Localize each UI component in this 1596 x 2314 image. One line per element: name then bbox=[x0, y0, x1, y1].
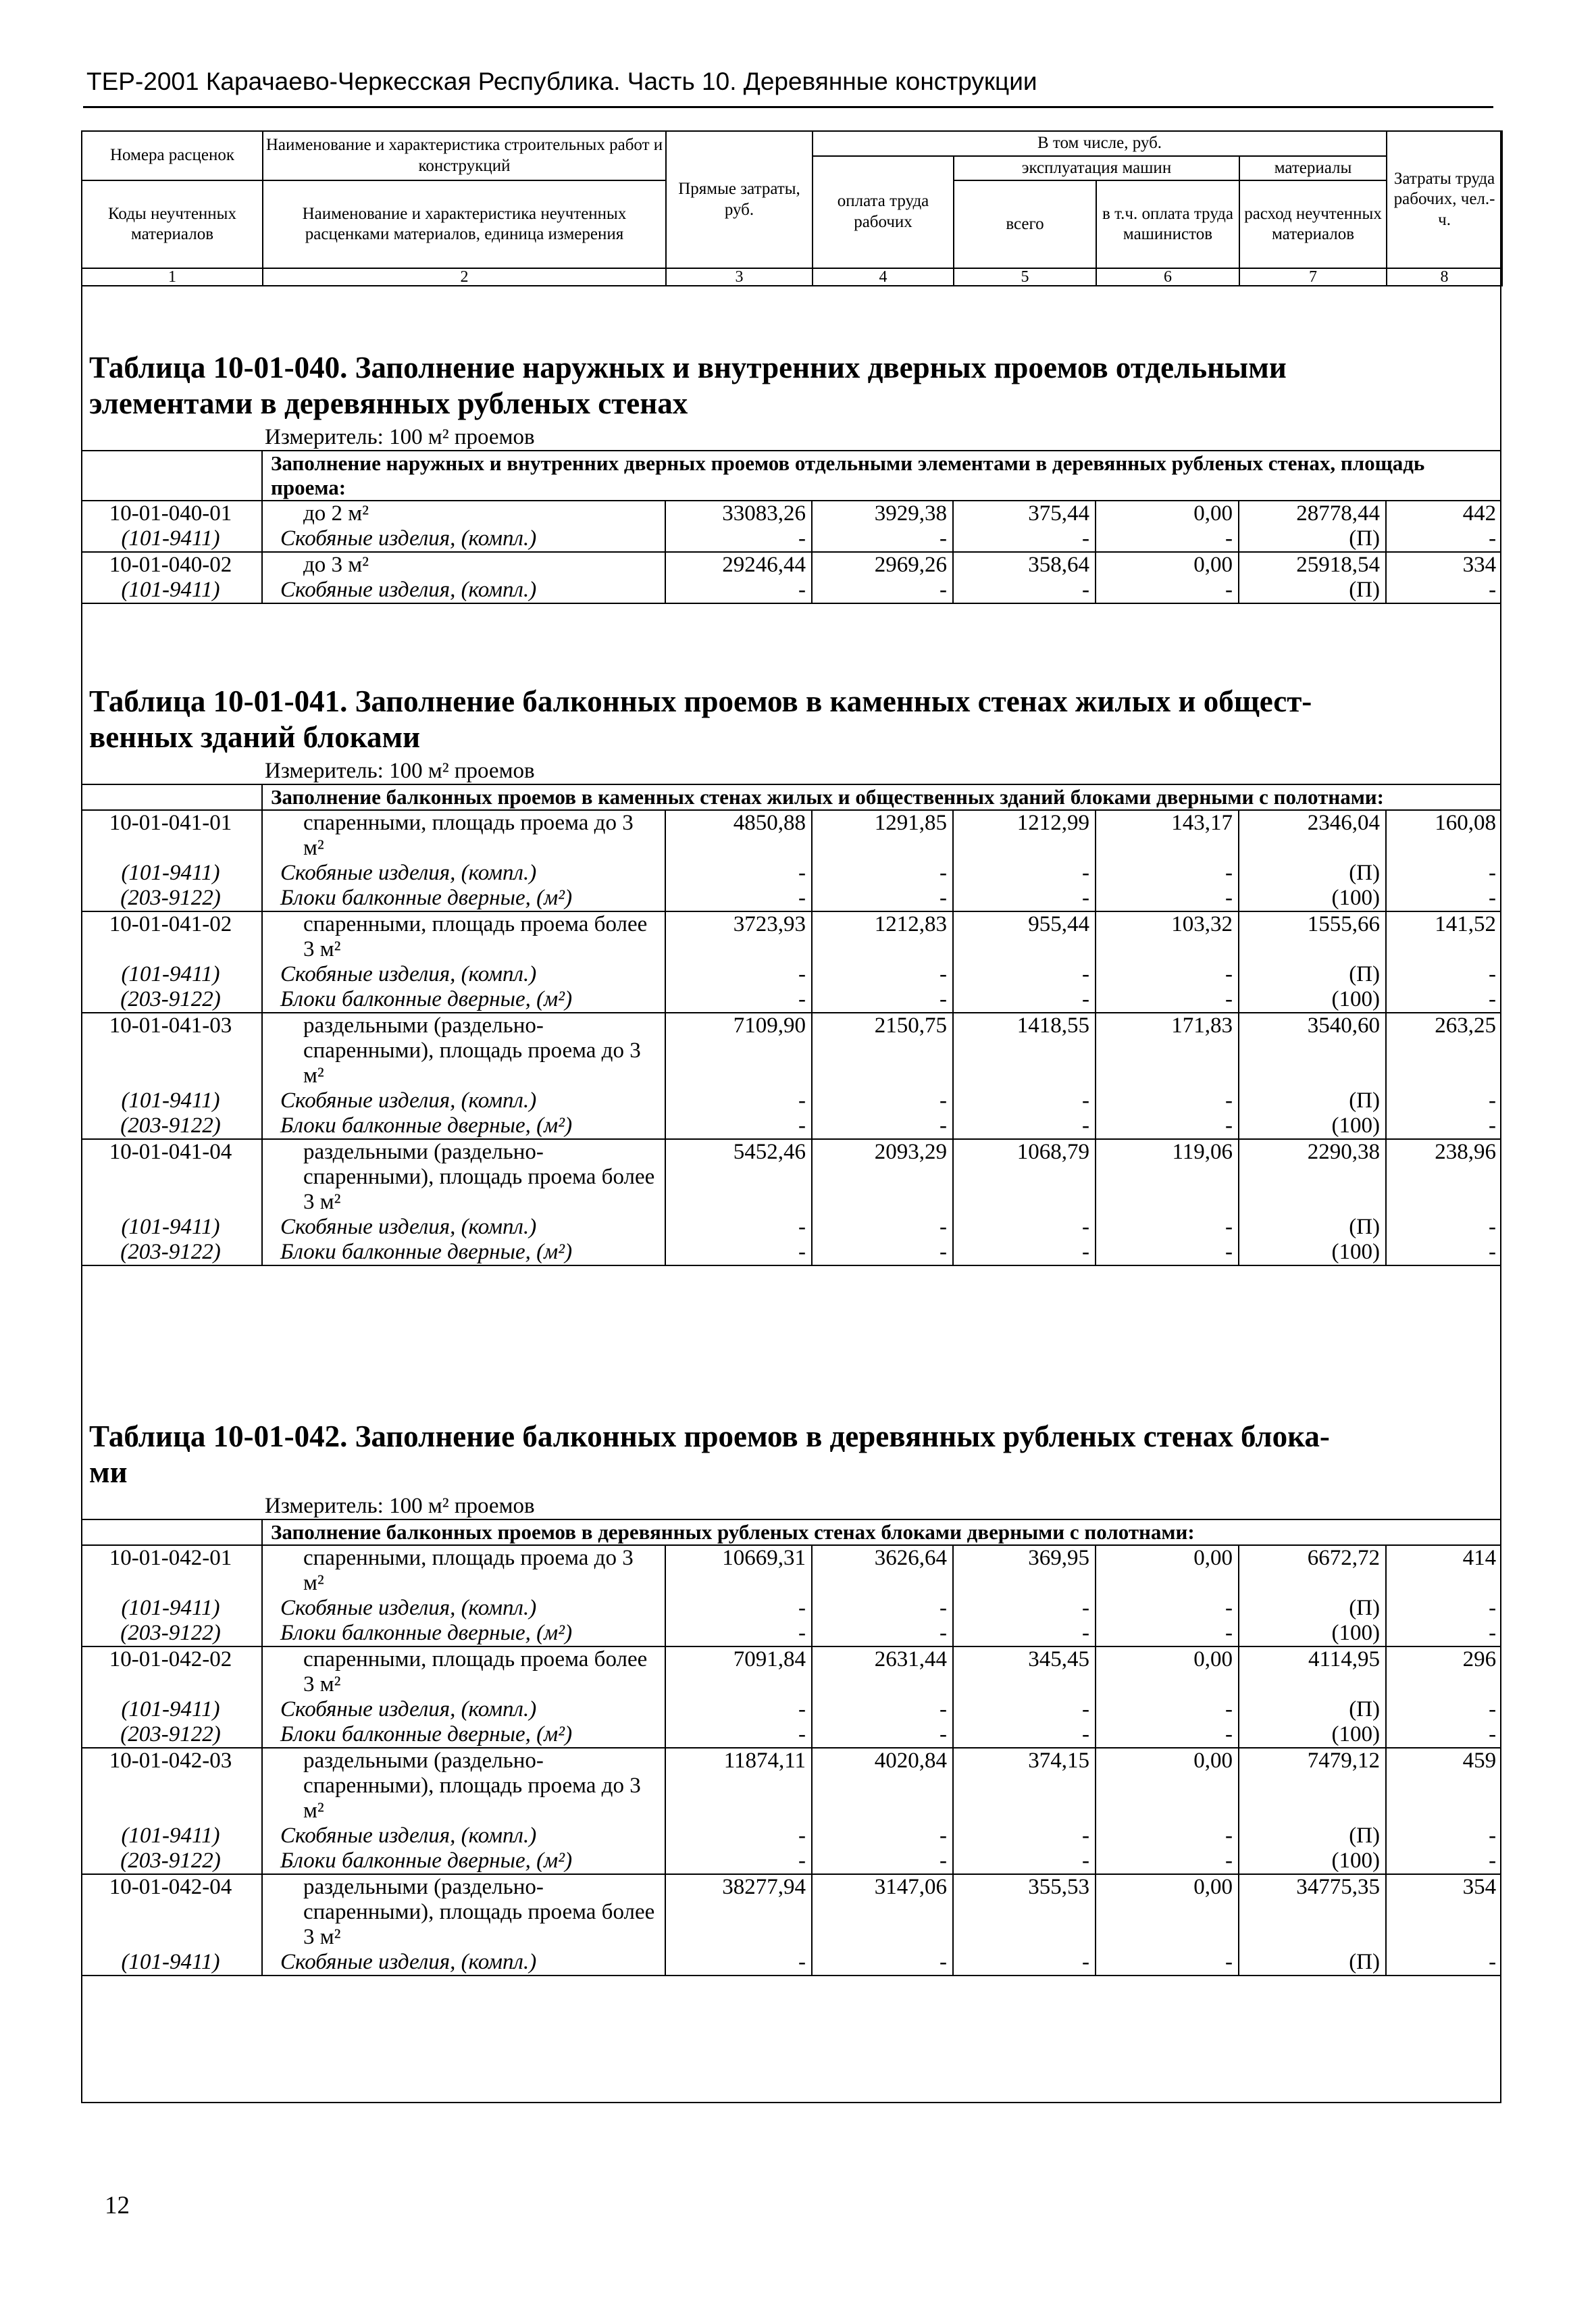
value-direct: - bbox=[665, 526, 812, 552]
value-labor: 238,96 bbox=[1386, 1139, 1501, 1215]
value-machines: 374,15 bbox=[953, 1748, 1096, 1823]
value-wages: - bbox=[812, 1088, 953, 1113]
value-materials: (100) bbox=[1239, 1621, 1386, 1646]
value-direct: 3723,93 bbox=[665, 911, 812, 962]
value-machines: - bbox=[953, 526, 1096, 552]
value-machines: - bbox=[953, 987, 1096, 1013]
value-machinists: - bbox=[1096, 578, 1239, 603]
col-wages: оплата труда рабочих bbox=[813, 156, 954, 269]
column-header-table bbox=[81, 130, 1503, 286]
value-labor: - bbox=[1386, 962, 1501, 987]
value-labor: - bbox=[1386, 1113, 1501, 1139]
rate-code: 10-01-042-03 bbox=[81, 1748, 262, 1823]
col-labor: Затраты труда рабочих, чел.-ч. bbox=[1387, 131, 1502, 268]
value-direct: - bbox=[665, 962, 812, 987]
value-machines: - bbox=[953, 1240, 1096, 1265]
value-wages: 1291,85 bbox=[812, 810, 953, 861]
section-heading: Заполнение наружных и внутренних дверных проемов отдельными элементами в деревянных рубленых стенах, площадь проема: bbox=[262, 451, 1501, 501]
rate-code: 10-01-041-01 bbox=[81, 810, 262, 861]
value-machines: 1212,99 bbox=[953, 810, 1096, 861]
value-wages: 3626,64 bbox=[812, 1545, 953, 1596]
value-wages: - bbox=[812, 886, 953, 911]
value-wages: - bbox=[812, 1113, 953, 1139]
value-labor: - bbox=[1386, 526, 1501, 552]
value-wages: 3929,38 bbox=[812, 501, 953, 526]
material-name: Скобяные изделия, (компл.) bbox=[262, 1823, 665, 1848]
work-description: раздельными (раздельно-спаренными), площадь проема до 3 м² bbox=[262, 1748, 665, 1823]
material-row bbox=[81, 1823, 1501, 1848]
value-wages: - bbox=[812, 1621, 953, 1646]
value-materials: 7479,12 bbox=[1239, 1748, 1386, 1823]
col-number: 5 bbox=[954, 268, 1096, 286]
value-materials: 3540,60 bbox=[1239, 1013, 1386, 1088]
material-code: (203-9122) bbox=[120, 1722, 221, 1746]
value-labor: - bbox=[1386, 1621, 1501, 1646]
value-direct: - bbox=[665, 1596, 812, 1621]
value-labor: - bbox=[1386, 1950, 1501, 1976]
measurement-unit: Измеритель: 100 м² проемов bbox=[265, 759, 535, 783]
work-description: спаренными, площадь проема до 3 м² bbox=[262, 810, 665, 861]
value-machinists: - bbox=[1096, 1848, 1239, 1874]
material-row bbox=[81, 1697, 1501, 1722]
value-machines: - bbox=[953, 1823, 1096, 1848]
value-machinists: - bbox=[1096, 1596, 1239, 1621]
value-wages: 2093,29 bbox=[812, 1139, 953, 1215]
value-machinists: 0,00 bbox=[1096, 1874, 1239, 1950]
value-wages: 3147,06 bbox=[812, 1874, 953, 1950]
value-machines: 355,53 bbox=[953, 1874, 1096, 1950]
value-materials: 6672,72 bbox=[1239, 1545, 1386, 1596]
col-name: Наименование и характеристика строительных работ и конструкций bbox=[263, 131, 666, 180]
value-direct: - bbox=[665, 1240, 812, 1265]
col-number: 8 bbox=[1387, 268, 1502, 286]
value-direct: - bbox=[665, 1848, 812, 1874]
rate-code: 10-01-041-02 bbox=[81, 911, 262, 962]
value-labor: 459 bbox=[1386, 1748, 1501, 1823]
value-direct: 29246,44 bbox=[665, 552, 812, 578]
material-name: Блоки балконные дверные, (м²) bbox=[262, 1621, 665, 1646]
value-materials: 25918,54 bbox=[1239, 552, 1386, 578]
value-wages: - bbox=[812, 962, 953, 987]
material-code: (203-9122) bbox=[120, 1621, 221, 1645]
material-name: Блоки балконные дверные, (м²) bbox=[262, 987, 665, 1013]
material-name: Скобяные изделия, (компл.) bbox=[262, 861, 665, 886]
value-machines: - bbox=[953, 1697, 1096, 1722]
value-wages: - bbox=[812, 1823, 953, 1848]
value-wages: 4020,84 bbox=[812, 1748, 953, 1823]
rate-code: 10-01-041-03 bbox=[81, 1013, 262, 1088]
value-materials: (100) bbox=[1239, 1240, 1386, 1265]
value-machines: 1068,79 bbox=[953, 1139, 1096, 1215]
material-row bbox=[81, 1215, 1501, 1240]
value-machinists: 103,32 bbox=[1096, 911, 1239, 962]
work-description: раздельными (раздельно-спаренными), площадь проема до 3 м² bbox=[262, 1013, 665, 1088]
rate-code: 10-01-040-02 bbox=[81, 552, 262, 578]
value-labor: 414 bbox=[1386, 1545, 1501, 1596]
value-wages: - bbox=[812, 1697, 953, 1722]
value-direct: 11874,11 bbox=[665, 1748, 812, 1823]
value-machines: 345,45 bbox=[953, 1646, 1096, 1697]
material-code: (203-9122) bbox=[120, 1113, 221, 1138]
value-materials: (100) bbox=[1239, 1848, 1386, 1874]
column-numbers-row bbox=[82, 268, 1502, 286]
value-materials: (П) bbox=[1239, 1215, 1386, 1240]
value-machinists: - bbox=[1096, 861, 1239, 886]
value-wages: - bbox=[812, 526, 953, 552]
value-direct: 7109,90 bbox=[665, 1013, 812, 1088]
value-labor: - bbox=[1386, 861, 1501, 886]
value-materials: 34775,35 bbox=[1239, 1874, 1386, 1950]
value-labor: - bbox=[1386, 1215, 1501, 1240]
value-labor: - bbox=[1386, 1848, 1501, 1874]
material-row bbox=[81, 1088, 1501, 1113]
work-description: спаренными, площадь проема более 3 м² bbox=[262, 1646, 665, 1697]
col-rate-numbers: Номера расценок bbox=[82, 131, 263, 180]
material-row bbox=[81, 1240, 1501, 1265]
value-labor: - bbox=[1386, 1697, 1501, 1722]
section-row bbox=[81, 1519, 1501, 1545]
value-labor: 354 bbox=[1386, 1874, 1501, 1950]
material-code: (101-9411) bbox=[121, 861, 220, 885]
col-machines: эксплуатация машин bbox=[954, 156, 1239, 181]
value-materials: (П) bbox=[1239, 1950, 1386, 1976]
rate-code: 10-01-042-02 bbox=[81, 1646, 262, 1697]
material-name: Скобяные изделия, (компл.) bbox=[262, 962, 665, 987]
section-row bbox=[81, 451, 1501, 501]
value-wages: - bbox=[812, 1722, 953, 1748]
value-machinists: - bbox=[1096, 1113, 1239, 1139]
measurement-unit: Измеритель: 100 м² проемов bbox=[265, 425, 535, 449]
value-materials: (П) bbox=[1239, 1596, 1386, 1621]
value-labor: - bbox=[1386, 987, 1501, 1013]
value-materials: (100) bbox=[1239, 1113, 1386, 1139]
value-labor: 141,52 bbox=[1386, 911, 1501, 962]
material-row bbox=[81, 962, 1501, 987]
value-direct: 10669,31 bbox=[665, 1545, 812, 1596]
value-machinists: - bbox=[1096, 1697, 1239, 1722]
material-name: Скобяные изделия, (компл.) bbox=[262, 1088, 665, 1113]
rate-row bbox=[81, 1874, 1501, 1950]
rate-row bbox=[81, 552, 1501, 578]
value-direct: - bbox=[665, 987, 812, 1013]
col-materials: материалы bbox=[1239, 156, 1387, 181]
table-title: Таблица 10-01-041. Заполнение балконных проемов в каменных стенах жилых и общест- венных зданий блоками bbox=[89, 684, 1312, 754]
work-description: спаренными, площадь проема более 3 м² bbox=[262, 911, 665, 962]
rate-code: 10-01-042-04 bbox=[81, 1874, 262, 1950]
value-materials: 1555,66 bbox=[1239, 911, 1386, 962]
table-section-041 bbox=[81, 684, 1501, 1266]
value-machinists: - bbox=[1096, 1950, 1239, 1976]
col-mat-consumption: расход неучтенных материалов bbox=[1239, 180, 1387, 268]
section-heading: Заполнение балконных проемов в деревянных рубленых стенах блоками дверными с полотнами: bbox=[262, 1519, 1501, 1545]
material-code: (203-9122) bbox=[81, 1240, 262, 1265]
work-description: раздельными (раздельно-спаренными), площадь проема более 3 м² bbox=[262, 1874, 665, 1950]
value-direct: - bbox=[665, 578, 812, 603]
material-code: (203-9122) bbox=[120, 886, 221, 910]
rate-row bbox=[81, 1646, 1501, 1697]
material-row bbox=[81, 1621, 1501, 1646]
work-description: спаренными, площадь проема до 3 м² bbox=[262, 1545, 665, 1596]
value-materials: (100) bbox=[1239, 886, 1386, 911]
value-machines: - bbox=[953, 1950, 1096, 1976]
value-machines: - bbox=[953, 1113, 1096, 1139]
value-wages: 1212,83 bbox=[812, 911, 953, 962]
value-labor: - bbox=[1386, 578, 1501, 603]
material-name: Скобяные изделия, (компл.) bbox=[262, 1950, 665, 1976]
value-materials: 2346,04 bbox=[1239, 810, 1386, 861]
col-number: 1 bbox=[82, 268, 263, 286]
material-name: Скобяные изделия, (компл.) bbox=[262, 1596, 665, 1621]
value-wages: - bbox=[812, 1950, 953, 1976]
value-machinists: - bbox=[1096, 1215, 1239, 1240]
section-spacer bbox=[81, 1519, 262, 1545]
material-row bbox=[81, 861, 1501, 886]
value-direct: 33083,26 bbox=[665, 501, 812, 526]
material-code: (101-9411) bbox=[121, 1697, 220, 1721]
value-labor: - bbox=[1386, 1722, 1501, 1748]
value-machines: 369,95 bbox=[953, 1545, 1096, 1596]
material-code: (203-9122) bbox=[120, 987, 221, 1011]
value-machinists: 143,17 bbox=[1096, 810, 1239, 861]
value-direct: - bbox=[665, 861, 812, 886]
material-name: Скобяные изделия, (компл.) bbox=[262, 1697, 665, 1722]
rate-row bbox=[81, 1545, 1501, 1596]
value-machines: 1418,55 bbox=[953, 1013, 1096, 1088]
value-machines: - bbox=[953, 1722, 1096, 1748]
value-machinists: 0,00 bbox=[1096, 1748, 1239, 1823]
material-name: Блоки балконные дверные, (м²) bbox=[262, 1240, 665, 1265]
value-machines: - bbox=[953, 1621, 1096, 1646]
rate-row bbox=[81, 1139, 1501, 1215]
value-materials: (П) bbox=[1239, 861, 1386, 886]
value-labor: 334 bbox=[1386, 552, 1501, 578]
value-materials: (П) bbox=[1239, 1697, 1386, 1722]
material-row bbox=[81, 578, 1501, 603]
material-name: Блоки балконные дверные, (м²) bbox=[262, 1848, 665, 1874]
value-machines: - bbox=[953, 578, 1096, 603]
value-wages: 2969,26 bbox=[812, 552, 953, 578]
rate-row bbox=[81, 1748, 1501, 1823]
material-row bbox=[81, 1722, 1501, 1748]
col-number: 6 bbox=[1096, 268, 1239, 286]
value-machinists: - bbox=[1096, 886, 1239, 911]
material-name: Скобяные изделия, (компл.) bbox=[262, 578, 665, 603]
col-number: 3 bbox=[666, 268, 813, 286]
table-section-042 bbox=[81, 1419, 1501, 1976]
material-code: (101-9411) bbox=[121, 1596, 220, 1620]
section-heading: Заполнение балконных проемов в каменных стенах жилых и общественных зданий блоками дверными с полотнами: bbox=[262, 784, 1501, 810]
value-direct: 38277,94 bbox=[665, 1874, 812, 1950]
material-code: (101-9411) bbox=[121, 526, 220, 551]
value-direct: - bbox=[665, 1697, 812, 1722]
col-machines-total: всего bbox=[954, 180, 1096, 268]
material-code: (101-9411) bbox=[121, 1823, 220, 1848]
rate-row bbox=[81, 501, 1501, 526]
section-spacer bbox=[81, 784, 262, 810]
material-name: Блоки балконные дверные, (м²) bbox=[262, 1113, 665, 1139]
value-machinists: 0,00 bbox=[1096, 501, 1239, 526]
value-machines: - bbox=[953, 962, 1096, 987]
section-row bbox=[81, 784, 1501, 810]
value-wages: 2631,44 bbox=[812, 1646, 953, 1697]
work-description: до 3 м² bbox=[262, 552, 665, 578]
value-labor: 296 bbox=[1386, 1646, 1501, 1697]
value-materials: (П) bbox=[1239, 526, 1386, 552]
material-code: (101-9411) bbox=[121, 962, 220, 986]
col-number: 2 bbox=[263, 268, 666, 286]
value-machinists: 171,83 bbox=[1096, 1013, 1239, 1088]
value-materials: (П) bbox=[1239, 962, 1386, 987]
value-direct: - bbox=[665, 1215, 812, 1240]
value-labor: 442 bbox=[1386, 501, 1501, 526]
table-section-040 bbox=[81, 350, 1501, 604]
rate-row bbox=[81, 810, 1501, 861]
value-wages: - bbox=[812, 1596, 953, 1621]
data-table bbox=[81, 784, 1501, 1266]
value-machines: - bbox=[953, 1215, 1096, 1240]
material-code: (203-9122) bbox=[120, 1848, 221, 1873]
value-direct: - bbox=[665, 1823, 812, 1848]
value-machinists: - bbox=[1096, 1823, 1239, 1848]
value-direct: - bbox=[665, 1113, 812, 1139]
material-row bbox=[81, 1596, 1501, 1621]
document-header: ТЕР-2001 Карачаево-Черкесская Республика. Часть 10. Деревянные конструкции bbox=[86, 68, 1037, 95]
value-wages: - bbox=[812, 987, 953, 1013]
value-labor: 263,25 bbox=[1386, 1013, 1501, 1088]
value-wages: - bbox=[812, 861, 953, 886]
value-labor: - bbox=[1386, 1240, 1501, 1265]
table-title: Таблица 10-01-040. Заполнение наружных и внутренних дверных проемов отдельными элементами в деревянных рубленых стенах bbox=[89, 351, 1287, 420]
value-machinists: 0,00 bbox=[1096, 1545, 1239, 1596]
rate-row bbox=[81, 911, 1501, 962]
value-machines: 358,64 bbox=[953, 552, 1096, 578]
page-number: 12 bbox=[105, 2192, 130, 2219]
value-machines: 375,44 bbox=[953, 501, 1096, 526]
value-wages: - bbox=[812, 1240, 953, 1265]
material-name: Блоки балконные дверные, (м²) bbox=[262, 1722, 665, 1748]
data-table bbox=[81, 1519, 1501, 1976]
material-code: (101-9411) bbox=[121, 1215, 220, 1239]
value-materials: (100) bbox=[1239, 987, 1386, 1013]
material-row bbox=[81, 1950, 1501, 1976]
value-machines: - bbox=[953, 1596, 1096, 1621]
value-machinists: 0,00 bbox=[1096, 1646, 1239, 1697]
value-labor: 160,08 bbox=[1386, 810, 1501, 861]
value-materials: 4114,95 bbox=[1239, 1646, 1386, 1697]
material-row bbox=[81, 886, 1501, 911]
value-machines: - bbox=[953, 886, 1096, 911]
value-direct: 5452,46 bbox=[665, 1139, 812, 1215]
value-wages: - bbox=[812, 1215, 953, 1240]
value-machinists: - bbox=[1096, 1621, 1239, 1646]
rate-code: 10-01-040-01 bbox=[81, 501, 262, 526]
value-labor: - bbox=[1386, 1823, 1501, 1848]
header-rule bbox=[83, 106, 1493, 108]
rate-row bbox=[81, 1013, 1501, 1088]
material-name: Блоки балконные дверные, (м²) bbox=[262, 886, 665, 911]
material-code: (101-9411) bbox=[81, 578, 262, 603]
material-row bbox=[81, 1848, 1501, 1874]
value-direct: - bbox=[665, 886, 812, 911]
value-machines: - bbox=[953, 1088, 1096, 1113]
table-title: Таблица 10-01-042. Заполнение балконных проемов в деревянных рубленых стенах блока- ми bbox=[89, 1419, 1330, 1489]
col-number: 7 bbox=[1239, 268, 1387, 286]
col-direct-costs: Прямые затраты, руб. bbox=[666, 131, 813, 268]
value-labor: - bbox=[1386, 1088, 1501, 1113]
value-machinists: - bbox=[1096, 1088, 1239, 1113]
value-machinists: - bbox=[1096, 987, 1239, 1013]
material-row bbox=[81, 987, 1501, 1013]
value-wages: - bbox=[812, 1848, 953, 1874]
value-machinists: - bbox=[1096, 1240, 1239, 1265]
value-materials: (П) bbox=[1239, 578, 1386, 603]
value-direct: 4850,88 bbox=[665, 810, 812, 861]
value-materials: 28778,44 bbox=[1239, 501, 1386, 526]
value-wages: 2150,75 bbox=[812, 1013, 953, 1088]
value-materials: (П) bbox=[1239, 1823, 1386, 1848]
section-spacer bbox=[81, 451, 262, 501]
material-row bbox=[81, 526, 1501, 552]
value-machinists: 0,00 bbox=[1096, 552, 1239, 578]
value-machinists: - bbox=[1096, 526, 1239, 552]
value-machines: 955,44 bbox=[953, 911, 1096, 962]
value-machinists: - bbox=[1096, 1722, 1239, 1748]
col-name2: Наименование и характеристика неучтенных расценками материалов, единица измерения bbox=[263, 180, 666, 268]
value-wages: - bbox=[812, 578, 953, 603]
material-code: (101-9411) bbox=[81, 1950, 262, 1976]
value-direct: - bbox=[665, 1950, 812, 1976]
col-number: 4 bbox=[813, 268, 954, 286]
rate-code: 10-01-041-04 bbox=[81, 1139, 262, 1215]
measurement-unit: Измеритель: 100 м² проемов bbox=[265, 1494, 535, 1518]
material-row bbox=[81, 1113, 1501, 1139]
value-machines: - bbox=[953, 1848, 1096, 1874]
value-direct: 7091,84 bbox=[665, 1646, 812, 1697]
value-materials: (П) bbox=[1239, 1088, 1386, 1113]
rate-code: 10-01-042-01 bbox=[81, 1545, 262, 1596]
work-description: до 2 м² bbox=[262, 501, 665, 526]
value-machines: - bbox=[953, 861, 1096, 886]
data-table bbox=[81, 450, 1501, 604]
value-labor: - bbox=[1386, 886, 1501, 911]
col-codes: Коды неучтенных материалов bbox=[82, 180, 263, 268]
value-materials: 2290,38 bbox=[1239, 1139, 1386, 1215]
value-direct: - bbox=[665, 1722, 812, 1748]
value-direct: - bbox=[665, 1088, 812, 1113]
col-machinist-wages: в т.ч. оплата труда машинистов bbox=[1096, 180, 1239, 268]
value-materials: (100) bbox=[1239, 1722, 1386, 1748]
col-including: В том числе, руб. bbox=[813, 131, 1387, 156]
material-name: Скобяные изделия, (компл.) bbox=[262, 526, 665, 552]
material-name: Скобяные изделия, (компл.) bbox=[262, 1215, 665, 1240]
work-description: раздельными (раздельно-спаренными), площадь проема более 3 м² bbox=[262, 1139, 665, 1215]
value-direct: - bbox=[665, 1621, 812, 1646]
value-machinists: - bbox=[1096, 962, 1239, 987]
material-code: (101-9411) bbox=[121, 1088, 220, 1113]
value-machinists: 119,06 bbox=[1096, 1139, 1239, 1215]
value-labor: - bbox=[1386, 1596, 1501, 1621]
